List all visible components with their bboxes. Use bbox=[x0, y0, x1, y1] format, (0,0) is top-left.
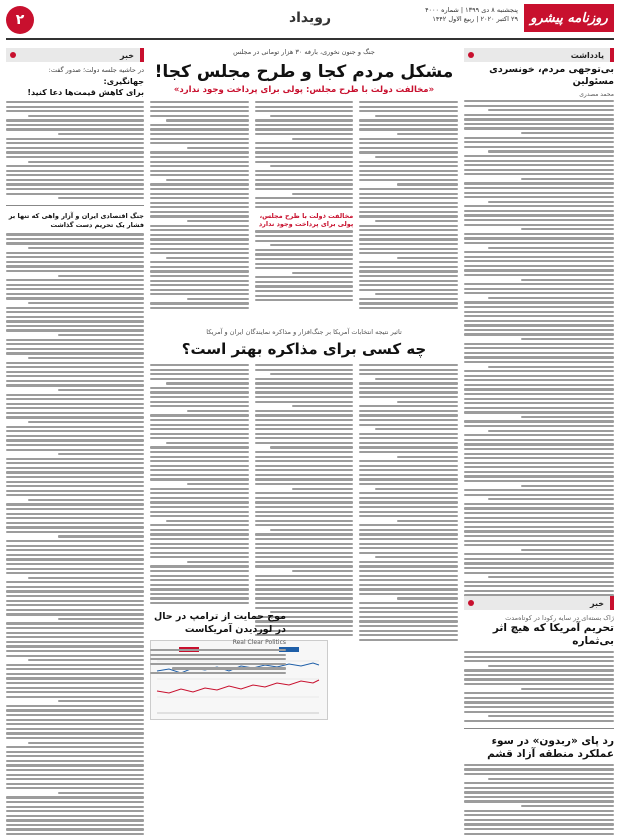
news-body bbox=[6, 101, 144, 199]
newspaper-logo: روزنامه پیشرو bbox=[524, 4, 614, 32]
election-body-col-3 bbox=[150, 364, 249, 641]
bullet-icon bbox=[468, 600, 474, 606]
page-header bbox=[6, 4, 614, 40]
election-kicker: تاثیر نتیجه انتخابات آمریکا بر جنگ‌افزار و مذاکره نمایندگان ایران و آمریکا bbox=[206, 328, 402, 336]
trump-support-body bbox=[150, 649, 286, 674]
trump-support-story bbox=[150, 610, 286, 674]
lead-red-subhead: مخالفت ذولت با ظرح مجلس، پولی برای پرداخت وجود ندارد bbox=[258, 212, 354, 229]
section-name: رویداد bbox=[288, 10, 332, 26]
qeshm-body bbox=[464, 764, 614, 835]
news-headline-line-1: جهانگیری: bbox=[103, 77, 144, 86]
lead-kicker: جنگ و جنون نخوری، بارفه ۳۰ هزار تومانی در مجلس bbox=[233, 48, 375, 56]
news-kicker: در حاشیه جلسه دولت؛ صدور گفت: bbox=[48, 66, 144, 74]
left-column-news bbox=[6, 48, 144, 831]
issue-date-line-2: ۲۹ اکتبر ۲۰۲۰ | ربیع الاول ۱۴۴۲ bbox=[432, 15, 518, 23]
news-headline bbox=[6, 76, 144, 98]
note-section-label: یادداشت bbox=[570, 50, 604, 60]
sanctions-section-bar bbox=[464, 596, 614, 610]
news-subhead: جنگ اقتصادی ایران و آزار واهی که تنها بر فشار یک تحریم دست گذاشت bbox=[8, 212, 144, 230]
election-body-columns bbox=[150, 364, 458, 641]
news-divider bbox=[6, 205, 144, 206]
issue-date-line-1: پنجشنبه ۸ دی ۱۳۹۹ | شماره ۴۰۰۰ bbox=[425, 6, 518, 14]
sanctions-story bbox=[464, 596, 614, 835]
election-body-col-2 bbox=[255, 364, 354, 641]
lead-body-col-3 bbox=[150, 101, 249, 309]
lead-body-col-1 bbox=[359, 101, 458, 309]
news-section-bar bbox=[6, 48, 144, 62]
sanctions-section-label: خبر bbox=[589, 598, 604, 608]
bullet-icon bbox=[468, 52, 474, 58]
election-body-col-1 bbox=[359, 364, 458, 641]
note-title: بی‌توجهی مردم، خونسردی مسئولین bbox=[489, 64, 614, 87]
trump-support-source: Real Clear Politics bbox=[232, 639, 286, 646]
note-body bbox=[464, 100, 614, 601]
qeshm-headline: رد پای «ربدون» در سوء عملکرد منطقه آزاد قشم bbox=[487, 734, 614, 760]
lead-body-columns bbox=[150, 101, 458, 309]
lead-headline: مشکل مردم کجا و طرح مجلس کجا! bbox=[154, 62, 454, 82]
bullet-icon bbox=[10, 52, 16, 58]
sanctions-kicker: ژاک بسته‌ای در سایه رکودا در کوتاه‌مدت bbox=[505, 614, 614, 622]
news-section-label: خبر bbox=[119, 50, 134, 60]
note-author: محمد مصدری bbox=[579, 91, 614, 98]
news-body-2 bbox=[6, 233, 144, 837]
sanctions-divider bbox=[464, 728, 614, 729]
page-number-badge: ۲ bbox=[6, 6, 34, 34]
trump-support-headline: موج حمایت از ترامپ در حال در لوردیدن آمریکاست bbox=[153, 611, 286, 635]
issue-date bbox=[378, 6, 518, 24]
sanctions-body bbox=[464, 651, 614, 722]
sanctions-headline: تحریم آمریکا که هیچ اثر بی‌ثماره bbox=[492, 622, 614, 647]
series-line-red bbox=[157, 680, 319, 693]
news-headline-line-2: برای کاهش قیمت‌ها دعا کنید! bbox=[27, 88, 144, 97]
lead-subheadline: «مخالفت دولت با طرح مجلس: پولی برای پرداخت وجود ندارد» bbox=[173, 85, 435, 95]
election-headline: چه کسی برای مذاکره بهتر است؟ bbox=[181, 340, 427, 358]
election-story bbox=[150, 328, 458, 641]
lead-body-col-2 bbox=[255, 101, 354, 309]
note-section-bar bbox=[464, 48, 614, 62]
